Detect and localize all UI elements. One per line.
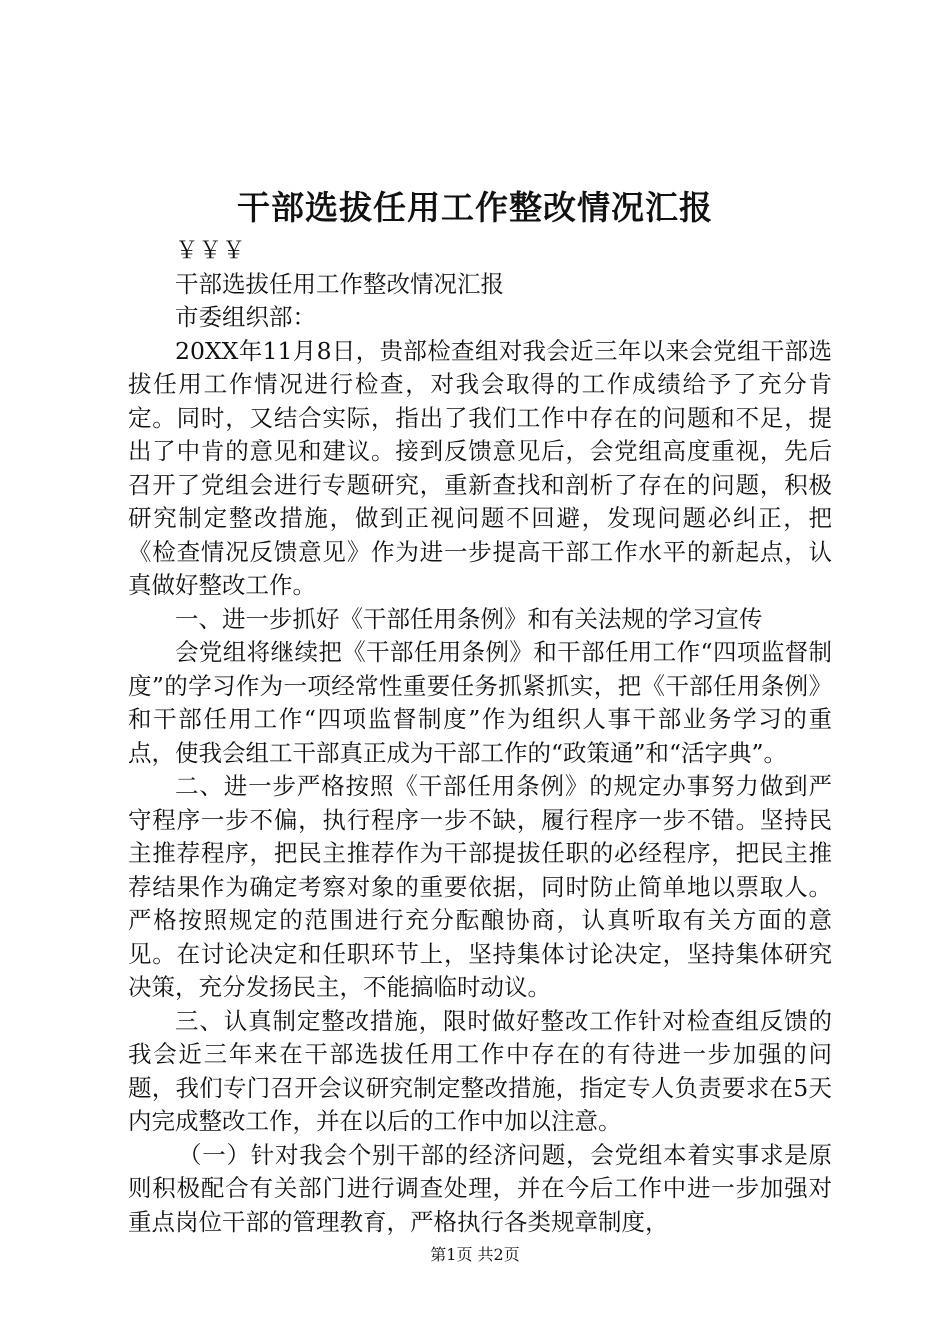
author-mark: ￥￥￥ [175,236,246,264]
document-subtitle: 干部选拔任用工作整改情况汇报 [175,269,504,298]
paragraph-subsection-1: （一）针对我会个别干部的经济问题，会党组本着实事求是原则积极配合有关部门进行调查处理，并在今后工作中进一步加强对重点岗位干部的管理教育，严格执行各类规章制度， [128,1140,832,1236]
paragraph-section-2: 二、进一步严格按照《干部任用条例》的规定办事努力做到严守程序一步不偏，执行程序一步不缺，履行程序一步不错。坚持民主推荐程序，把民主推荐作为干部提拔任职的必经程序，把民主推荐结果作为确定考察对象的重要依据，同时防止简单地以票取人。严格按照规定的范围进行充分酝酿协商，认真听取有关方面的意见。在讨论决定和任职环节上，坚持集体讨论决定，坚持集体研究决策，充分发扬民主，不能搞临时动议。 [128,772,832,1001]
section-heading-1: 一、进一步抓好《干部任用条例》和有关法规的学习宣传 [175,604,763,633]
addressee: 市委组织部： [175,303,316,331]
document-title: 干部选拔任用工作整改情况汇报 [237,188,713,227]
paragraph-section-3: 三、认真制定整改措施，限时做好整改工作针对检查组反馈的我会近三年来在干部选拔任用工作中存在的有待进一步加强的问题，我们专门召开会议研究制定整改措施，指定专人负责要求在5天内完成整改工作，并在以后的工作中加以注意。 [128,1006,832,1135]
document-body [128,234,832,1239]
paragraph-intro: 20XX年11月8日，贵部检查组对我会近三年以来会党组干部选拔任用工作情况进行检查，对我会取得的工作成绩给予了充分肯定。同时，又结合实际，指出了我们工作中存在的问题和不足，提出了中肯的意见和建议。接到反馈意见后，会党组高度重视，先后召开了党组会进行专题研究，重新查找和剖析了存在的问题，积极研究制定整改措施，做到正视问题不回避，发现问题必纠正，把《检查情况反馈意见》作为进一步提高干部工作水平的新起点，认真做好整改工作。 [128,336,832,599]
paragraph-section-1: 会党组将继续把《干部任用条例》和干部任用工作“四项监督制度”的学习作为一项经常性重要任务抓紧抓实，把《干部任用条例》和干部任用工作“四项监督制度”作为组织人事干部业务学习的重点，使我会组工干部真正成为干部工作的“政策通”和“活字典”。 [128,638,832,767]
page-footer: 第1页 共2页 [430,1245,520,1264]
